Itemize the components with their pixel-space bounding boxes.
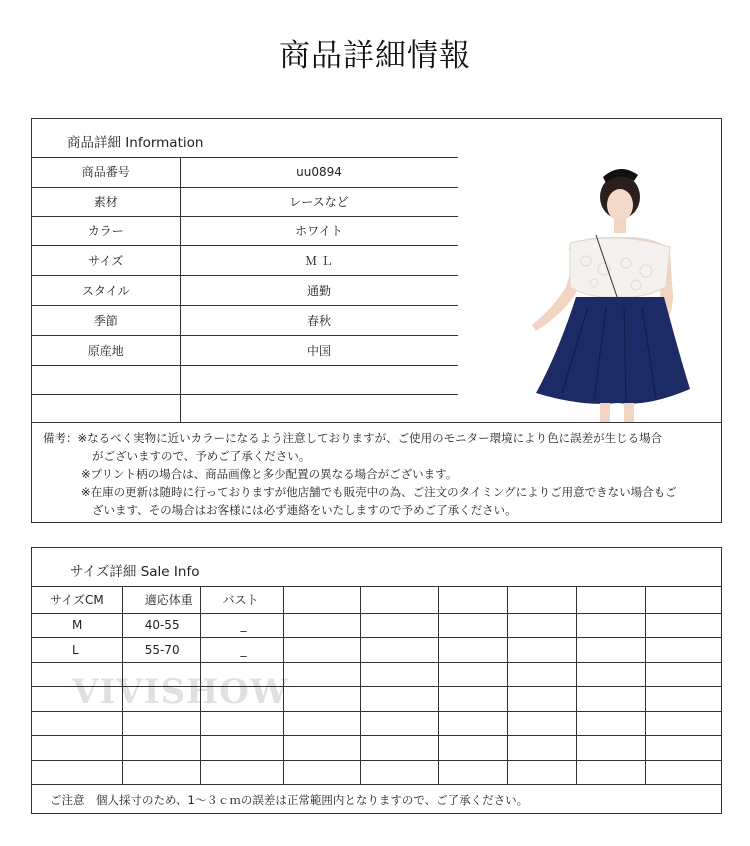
size-cell xyxy=(577,638,646,663)
size-cell xyxy=(32,760,122,785)
note-line: ※プリント柄の場合は、商品画像と多少配置の異なる場合がございます。 xyxy=(81,467,458,481)
size-column-header: サイズCM xyxy=(32,586,122,613)
size-cell xyxy=(646,711,721,736)
spec-label: 素材 xyxy=(32,187,180,216)
size-column-header xyxy=(507,586,577,613)
size-column-header xyxy=(577,586,646,613)
product-photo xyxy=(458,157,721,423)
spec-label: スタイル xyxy=(32,275,180,305)
size-cell xyxy=(284,711,361,736)
size-row xyxy=(32,711,721,736)
size-cell xyxy=(360,687,438,712)
spec-label: 商品番号 xyxy=(32,157,180,187)
size-cell xyxy=(284,736,361,761)
size-details-heading: サイズ詳細 Sale Info xyxy=(70,564,200,580)
size-cell xyxy=(438,711,507,736)
size-cell xyxy=(646,638,721,663)
spec-value: 通勤 xyxy=(180,275,458,305)
size-details-section xyxy=(31,547,722,814)
spec-value: ホワイト xyxy=(180,216,458,245)
size-row xyxy=(32,760,721,785)
size-cell xyxy=(438,613,507,638)
size-cell xyxy=(122,760,200,785)
size-cell: M xyxy=(32,613,122,638)
size-column-header: 適応体重 xyxy=(122,586,200,613)
spec-value: 春秋 xyxy=(180,305,458,335)
size-cell xyxy=(577,662,646,687)
size-cell xyxy=(646,736,721,761)
size-cell xyxy=(577,687,646,712)
spec-row xyxy=(32,216,458,245)
spec-row xyxy=(32,335,458,365)
size-header-row xyxy=(32,586,721,613)
spec-row xyxy=(32,365,458,394)
size-column-header xyxy=(284,586,361,613)
size-cell xyxy=(507,638,577,663)
spec-row xyxy=(32,245,458,275)
spec-row xyxy=(32,157,458,187)
size-cell: 55-70 xyxy=(122,638,200,663)
size-cell xyxy=(200,711,284,736)
size-cell xyxy=(360,760,438,785)
page-title: 商品詳細情報 xyxy=(279,38,471,74)
size-cell xyxy=(284,662,361,687)
caution-note: ご注意 個人採寸のため、1～３ｃｍの誤差は正常範囲内となりますので、ご了承ください。 xyxy=(50,793,529,807)
size-cell xyxy=(507,760,577,785)
size-cell xyxy=(646,613,721,638)
product-details-section xyxy=(31,118,722,523)
size-cell xyxy=(360,638,438,663)
size-cell xyxy=(438,736,507,761)
size-row xyxy=(32,613,721,638)
spec-value: Ｍ Ｌ xyxy=(180,245,458,275)
size-cell xyxy=(507,711,577,736)
spec-label: 原産地 xyxy=(32,335,180,365)
size-cell: L xyxy=(32,638,122,663)
size-cell xyxy=(507,662,577,687)
size-cell xyxy=(284,687,361,712)
size-cell xyxy=(646,687,721,712)
spec-value xyxy=(180,394,458,422)
spec-label xyxy=(32,365,180,394)
size-cell xyxy=(200,736,284,761)
watermark-logo: VIVISHOW xyxy=(72,672,290,712)
note-line: ざいます、その場合はお客様には必ず連絡をいたしますので予めご了承ください。 xyxy=(92,503,517,517)
spec-value: レースなど xyxy=(180,187,458,216)
size-cell xyxy=(438,760,507,785)
size-details-header xyxy=(32,548,721,587)
spec-row xyxy=(32,187,458,216)
spec-label: サイズ xyxy=(32,245,180,275)
size-cell xyxy=(438,662,507,687)
size-cell xyxy=(507,736,577,761)
size-cell xyxy=(577,711,646,736)
size-cell xyxy=(577,736,646,761)
spec-row xyxy=(32,394,458,422)
spec-label xyxy=(32,394,180,422)
product-details-header xyxy=(32,119,721,158)
size-cell xyxy=(646,662,721,687)
spec-row xyxy=(32,275,458,305)
size-column-header xyxy=(438,586,507,613)
note-line: がございますので、予めご了承ください。 xyxy=(92,449,311,463)
size-column-header xyxy=(646,586,721,613)
size-cell xyxy=(360,662,438,687)
size-row xyxy=(32,736,721,761)
note-line: ※在庫の更新は随時に行っておりますが他店舗でも販売中の為、ご注文のタイミングによりご用意できない場合もご xyxy=(81,485,677,499)
size-cell xyxy=(438,638,507,663)
size-cell xyxy=(507,613,577,638)
size-cell xyxy=(122,736,200,761)
size-cell xyxy=(360,711,438,736)
size-column-header: バスト xyxy=(200,586,284,613)
spec-value: 中国 xyxy=(180,335,458,365)
size-cell xyxy=(577,613,646,638)
note-line: 備考：※なるべく実物に近いカラーになるよう注意しておりますが、ご使用のモニター環境により色に誤差が生じる場合 xyxy=(43,431,663,445)
size-cell xyxy=(284,760,361,785)
spec-value xyxy=(180,365,458,394)
size-row xyxy=(32,638,721,663)
spec-label: 季節 xyxy=(32,305,180,335)
size-cell xyxy=(32,736,122,761)
size-column-header xyxy=(360,586,438,613)
size-cell: _ xyxy=(200,613,284,638)
size-cell xyxy=(284,638,361,663)
product-details-heading: 商品詳細 Information xyxy=(67,135,204,151)
size-cell xyxy=(200,760,284,785)
size-cell xyxy=(577,760,646,785)
spec-row xyxy=(32,305,458,335)
size-cell xyxy=(438,687,507,712)
size-cell xyxy=(284,613,361,638)
size-cell xyxy=(646,760,721,785)
size-cell xyxy=(360,613,438,638)
size-cell xyxy=(32,711,122,736)
product-spec-table xyxy=(32,157,459,423)
size-cell xyxy=(507,687,577,712)
size-cell xyxy=(122,711,200,736)
model-illustration xyxy=(458,157,721,422)
spec-value: uu0894 xyxy=(180,157,458,187)
size-cell: 40-55 xyxy=(122,613,200,638)
size-cell: _ xyxy=(200,638,284,663)
spec-label: カラー xyxy=(32,216,180,245)
size-cell xyxy=(360,736,438,761)
